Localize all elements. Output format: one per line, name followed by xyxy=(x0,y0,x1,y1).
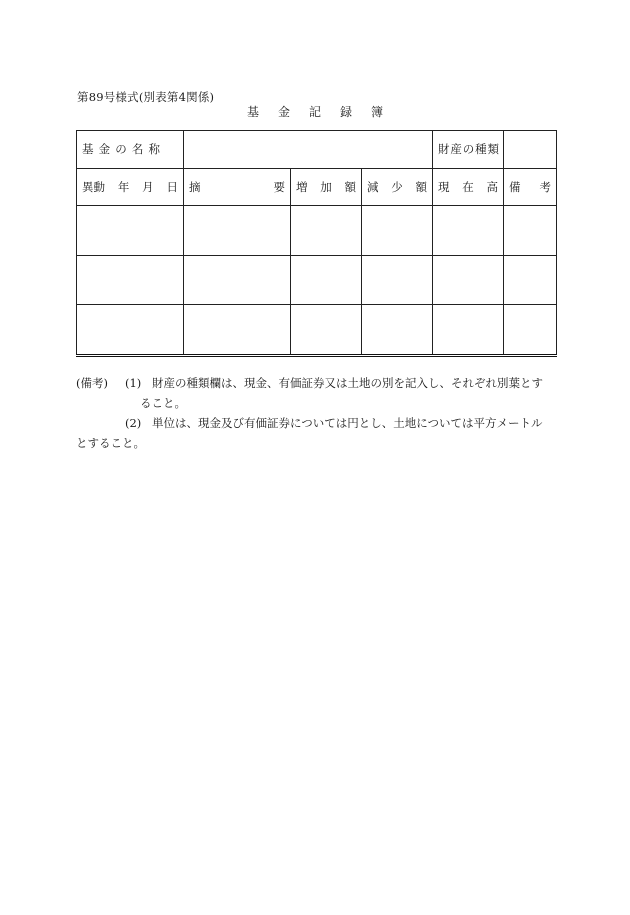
header-char: 現 xyxy=(438,179,450,194)
note-2-number: (2) xyxy=(125,416,142,430)
asset-type-label-char: 財 xyxy=(438,142,450,157)
cell-increase[interactable] xyxy=(291,305,362,356)
header-char: 要 xyxy=(273,179,285,194)
fund-name-label-char: 金 xyxy=(98,142,111,157)
header-char: 加 xyxy=(320,179,332,194)
notes-label: (備考) xyxy=(76,376,108,390)
note-2-line-1 xyxy=(76,413,558,433)
header-char: 年 xyxy=(117,179,130,194)
column-header-row xyxy=(77,168,557,206)
fund-name-label xyxy=(77,131,184,169)
cell-change-date[interactable] xyxy=(77,305,184,356)
header-change-date xyxy=(77,168,184,206)
note-2-continuation: とすること。 xyxy=(76,436,145,450)
cell-remarks[interactable] xyxy=(504,206,557,256)
cell-decrease[interactable] xyxy=(362,255,433,305)
cell-balance[interactable] xyxy=(433,206,504,256)
header-balance xyxy=(433,168,504,206)
header-char: 備 xyxy=(509,179,521,194)
cell-change-date[interactable] xyxy=(77,206,184,256)
note-1-text: 財産の種類欄は、現金、有価証券又は土地の別を記入し、それぞれ別葉とす xyxy=(152,376,543,390)
cell-decrease[interactable] xyxy=(362,206,433,256)
table-row xyxy=(77,255,557,305)
cell-balance[interactable] xyxy=(433,255,504,305)
note-1-continuation: ること。 xyxy=(140,396,186,410)
cell-summary[interactable] xyxy=(184,305,291,356)
notes-section xyxy=(76,373,558,453)
fund-name-label-char: 基 xyxy=(82,142,94,157)
cell-summary[interactable] xyxy=(184,255,291,305)
table-row xyxy=(77,305,557,356)
fund-ledger-table xyxy=(76,130,557,357)
cell-summary[interactable] xyxy=(184,206,291,256)
header-char: 異動 xyxy=(82,179,105,194)
header-char: 額 xyxy=(415,179,428,194)
header-char: 少 xyxy=(391,179,403,194)
asset-type-label xyxy=(433,131,504,169)
header-decrease xyxy=(362,168,433,206)
header-char: 日 xyxy=(166,179,178,194)
header-remarks xyxy=(504,168,557,206)
note-2-text: 単位は、現金及び有価証券については円とし、土地については平方メートル xyxy=(152,416,543,430)
fund-name-label-char: の xyxy=(115,142,127,157)
note-1-line-2 xyxy=(76,393,558,413)
header-char: 減 xyxy=(367,179,379,194)
header-char: 額 xyxy=(344,179,356,194)
note-1-number: (1) xyxy=(125,376,142,390)
header-char: 月 xyxy=(142,179,154,194)
header-char: 在 xyxy=(462,179,474,194)
cell-increase[interactable] xyxy=(291,255,362,305)
cell-decrease[interactable] xyxy=(362,305,433,356)
fund-name-label-char: 名 xyxy=(131,142,144,157)
fund-info-row xyxy=(77,131,557,169)
header-char: 増 xyxy=(296,179,308,194)
header-char: 摘 xyxy=(189,179,201,194)
fund-name-label-char: 称 xyxy=(148,142,160,157)
asset-type-value[interactable] xyxy=(504,131,557,169)
asset-type-label-char: 種 xyxy=(475,142,487,157)
note-2-line-2 xyxy=(76,433,558,453)
header-char: 考 xyxy=(539,179,552,194)
asset-type-label-char: 産 xyxy=(450,142,462,157)
document-title: 基金記録簿 xyxy=(246,105,402,119)
cell-balance[interactable] xyxy=(433,305,504,356)
cell-remarks[interactable] xyxy=(504,305,557,356)
asset-type-label-char: の xyxy=(462,142,475,157)
header-increase xyxy=(291,168,362,206)
cell-change-date[interactable] xyxy=(77,255,184,305)
fund-name-value[interactable] xyxy=(184,131,433,169)
cell-increase[interactable] xyxy=(291,206,362,256)
header-char: 高 xyxy=(486,179,499,194)
asset-type-label-char: 類 xyxy=(487,142,500,157)
cell-remarks[interactable] xyxy=(504,255,557,305)
table-row xyxy=(77,206,557,256)
form-number: 第89号様式(別表第4関係) xyxy=(77,90,215,104)
note-1-line-1 xyxy=(76,373,558,393)
header-summary xyxy=(184,168,291,206)
